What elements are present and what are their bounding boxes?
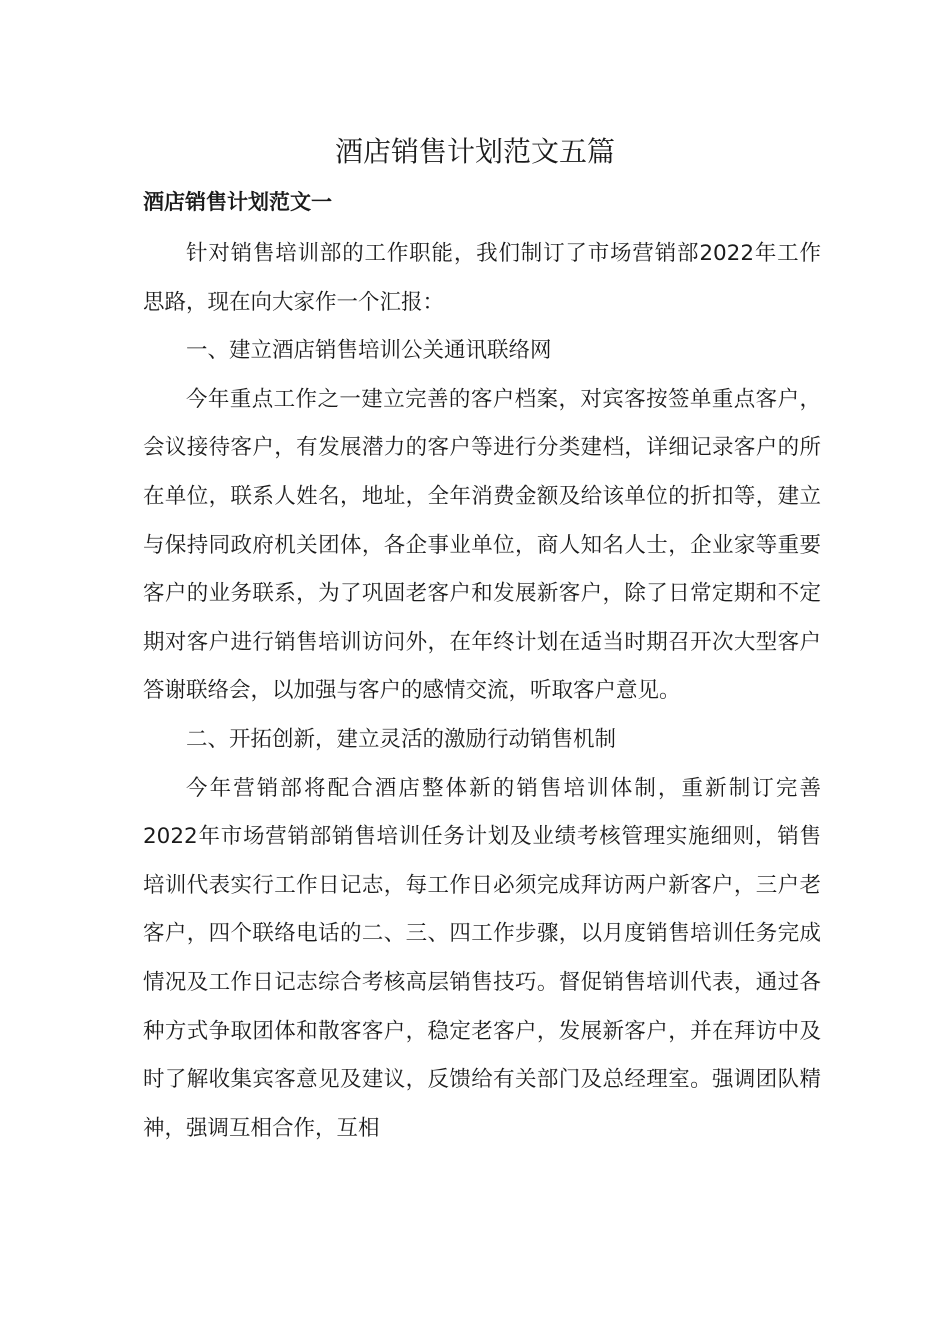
heading-item-one: 一、建立酒店销售培训公关通讯联络网 (186, 338, 552, 364)
document-body (143, 230, 821, 1153)
heading-item-two: 二、开拓创新，建立灵活的激励行动销售机制 (186, 726, 617, 752)
paragraph-intro: 针对销售培训部的工作职能，我们制订了市场营销部2022年工作思路，现在向大家作一个汇报： (143, 241, 821, 315)
section-title: 酒店销售计划范文一 (143, 190, 332, 214)
paragraph-item-two: 今年营销部将配合酒店整体新的销售培训体制，重新制订完善2022年市场营销部销售培训任务计划及业绩考核管理实施细则，销售培训代表实行工作日记志，每工作日必须完成拜访两户新客户，三户老客户，四个联络电话的二、三、四工作步骤，以月度销售培训任务完成情况及工作日记志综合考核高层销售技巧。督促销售培训代表，通过各种方式争取团体和散客客户，稳定老客户，发展新客户，并在拜访中及时了解收集宾客意见及建议，反馈给有关部门及总经理室。强调团队精神，强调互相合作，互相 (143, 775, 821, 1141)
paragraph-item-one: 今年重点工作之一建立完善的客户档案，对宾客按签单重点客户，会议接待客户，有发展潜力的客户等进行分类建档，详细记录客户的所在单位，联系人姓名，地址，全年消费金额及给该单位的折扣等，建立与保持同政府机关团体，各企事业单位，商人知名人士，企业家等重要客户的业务联系，为了巩固老客户和发展新客户，除了日常定期和不定期对客户进行销售培训访问外，在年终计划在适当时期召开次大型客户答谢联络会，以加强与客户的感情交流，听取客户意见。 (143, 386, 821, 704)
document-title: 酒店销售计划范文五篇 (334, 135, 615, 168)
